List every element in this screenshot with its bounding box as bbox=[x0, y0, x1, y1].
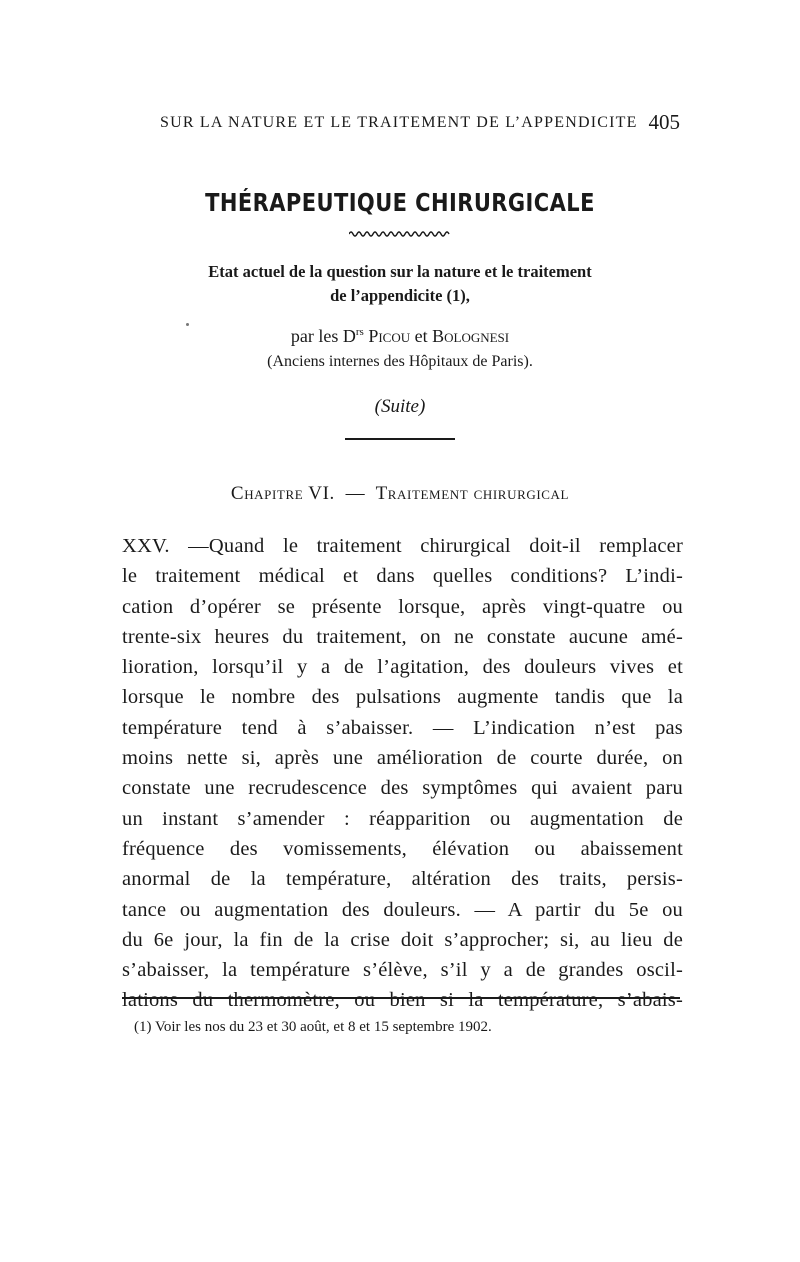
body-line: du 6e jour, la fin de la crise doit s’approcher; si, au lieu de bbox=[122, 928, 683, 951]
article-title-line-1: Etat actuel de la question sur la nature et le traitement bbox=[208, 262, 592, 281]
article-title bbox=[120, 260, 680, 308]
body-line: anormal de la température, altération des traits, persis- bbox=[122, 868, 683, 891]
chapter-heading bbox=[0, 483, 800, 505]
running-head bbox=[160, 110, 680, 134]
wavy-ornament bbox=[349, 230, 451, 238]
short-divider bbox=[345, 438, 455, 440]
suite-label: (Suite) bbox=[374, 396, 426, 417]
authors-block bbox=[0, 320, 800, 374]
authors-and: et bbox=[410, 326, 433, 346]
body-line: trente-six heures du traitement, on ne constate aucune amé- bbox=[122, 625, 683, 648]
running-head-title: SUR LA NATURE ET LE TRAITEMENT DE L’APPENDICITE bbox=[160, 114, 638, 131]
body-line: s’abaisser, la température s’élève, s’il y a de grandes oscil- bbox=[122, 959, 683, 982]
body-line: lations du thermomètre, ou bien si la température, s’abais- bbox=[122, 989, 683, 1012]
authors-line bbox=[0, 320, 800, 349]
footnote-divider bbox=[122, 997, 680, 999]
chapter-title: Traitement chirurgical bbox=[375, 483, 570, 504]
section-title: THÉRAPEUTIQUE CHIRURGICALE bbox=[205, 188, 595, 217]
body-line: XXV. —Quand le traitement chirurgical doit-il remplacer bbox=[122, 535, 683, 557]
author-picou: Picou bbox=[368, 326, 411, 346]
article-title-line-2: de l’appendicite (1), bbox=[330, 286, 470, 305]
body-line: lioration, lorsqu’il y a de l’agitation, des douleurs vives et bbox=[122, 656, 683, 679]
chapter-label: Chapitre VI. bbox=[230, 483, 335, 504]
body-line: lorsque le nombre des pulsations augmente tandis que la bbox=[122, 686, 683, 709]
authors-prefix: par les D bbox=[290, 326, 356, 346]
body-line: cation d’opérer se présente lorsque, après vingt-quatre ou bbox=[122, 595, 683, 618]
body-paragraph bbox=[122, 531, 683, 1016]
body-line: fréquence des vomissements, élévation ou abaissement bbox=[122, 837, 683, 860]
body-line: température tend à s’abaisser. — L’indication n’est pas bbox=[122, 716, 683, 739]
author-bolognesi: Bolognesi bbox=[432, 326, 510, 346]
body-line: le traitement médical et dans quelles conditions? L’indi- bbox=[122, 565, 683, 588]
body-line: un instant s’amender : réapparition ou augmentation de bbox=[122, 807, 683, 830]
page-number: 405 bbox=[648, 110, 680, 134]
authors-superscript: rs bbox=[355, 326, 364, 338]
chapter-dash: — bbox=[345, 483, 366, 504]
body-line: constate une recrudescence des symptômes qui avaient paru bbox=[122, 777, 683, 800]
affiliation: (Anciens internes des Hôpitaux de Paris). bbox=[267, 353, 533, 370]
body-line: tance ou augmentation des douleurs. — A partir du 5e ou bbox=[122, 898, 683, 921]
body-line: moins nette si, après une amélioration de courte durée, on bbox=[122, 747, 683, 770]
footnote: (1) Voir les nos du 23 et 30 août, et 8 et 15 septembre 1902. bbox=[134, 1019, 492, 1035]
